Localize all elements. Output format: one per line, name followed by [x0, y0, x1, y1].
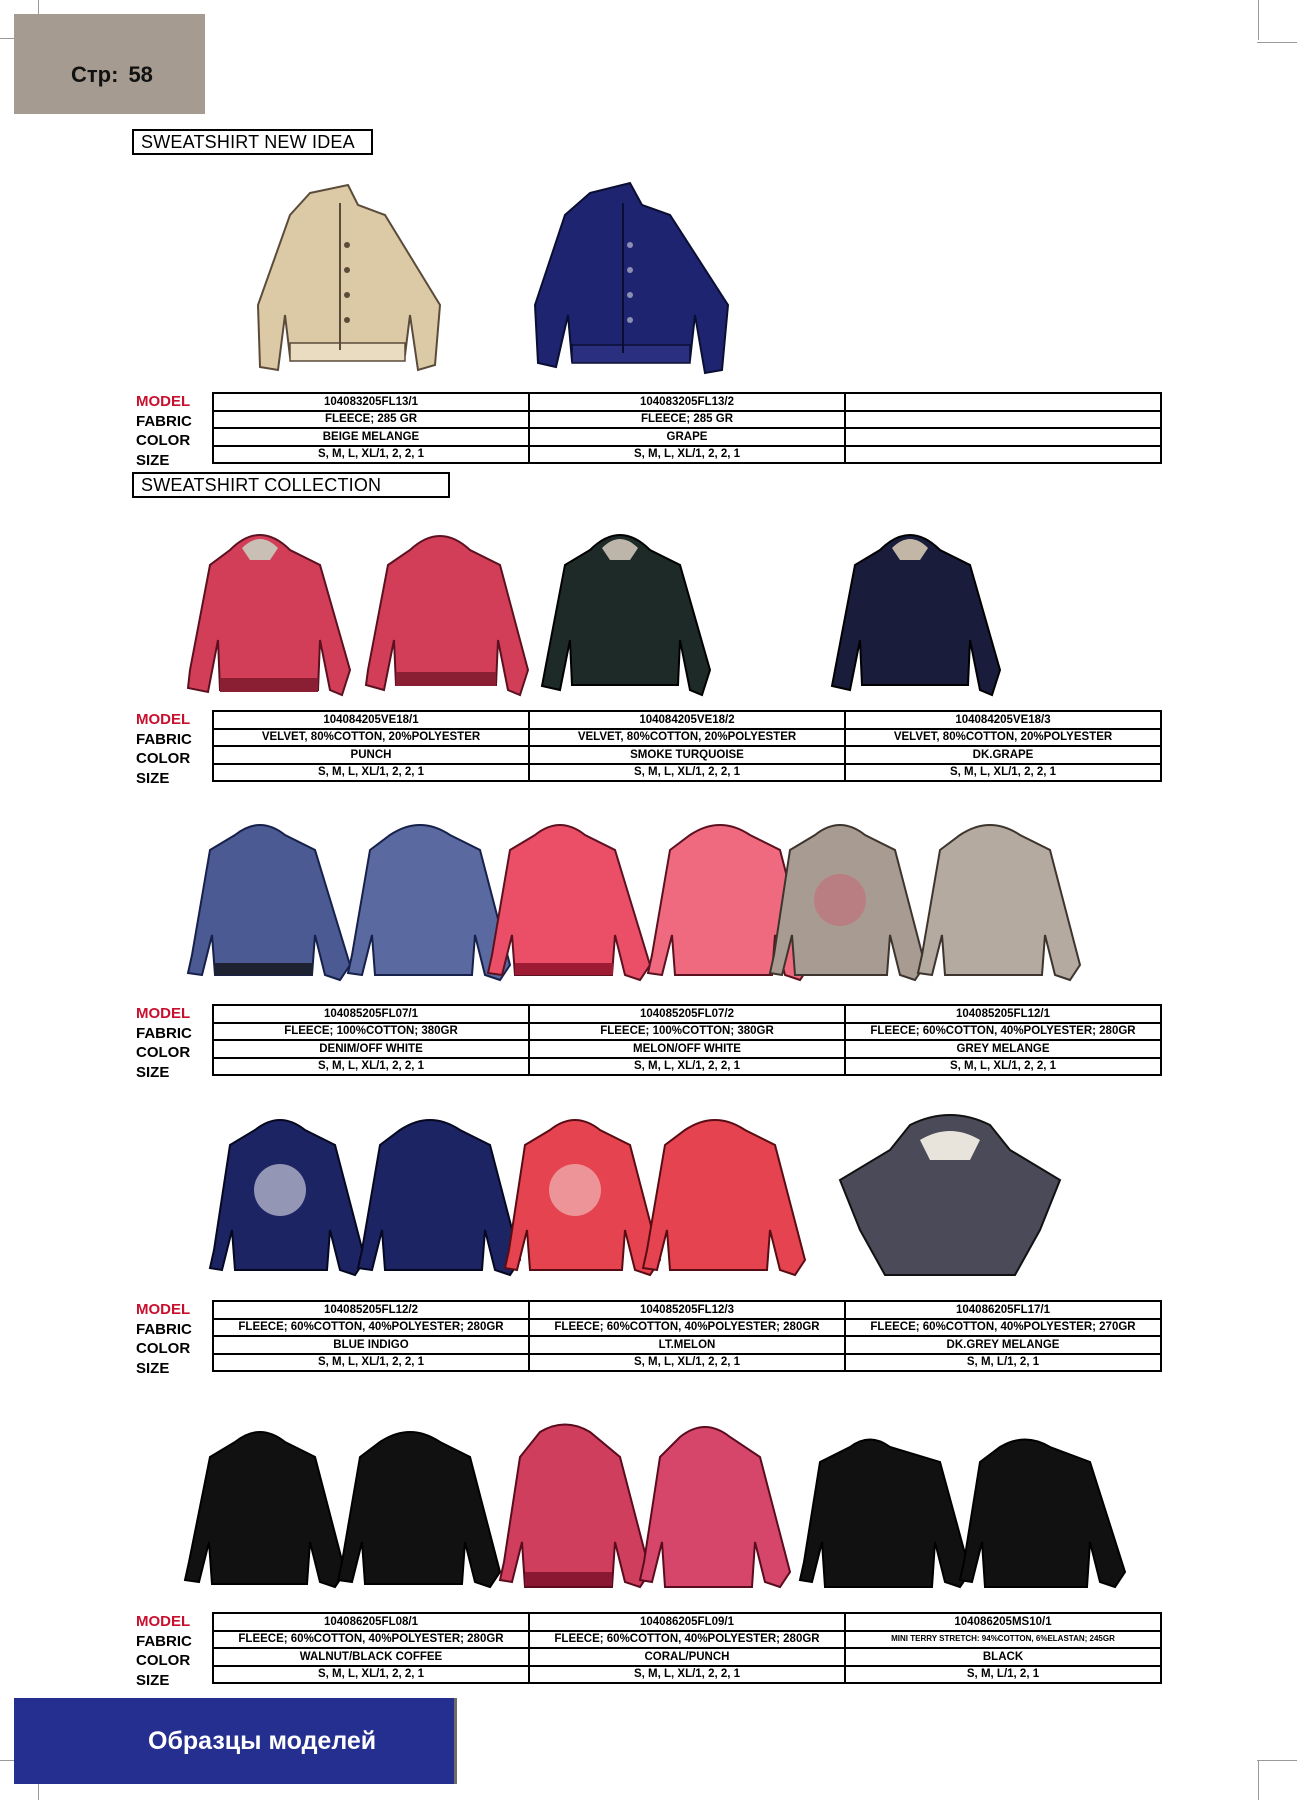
cell-fabric: FLEECE; 285 GR: [213, 411, 529, 429]
cell-model: [845, 393, 1161, 411]
top-black-back: [960, 1440, 1125, 1588]
spec-table: [212, 392, 1162, 464]
hoodie-blue-indigo-back: [358, 1120, 520, 1275]
spec-labels: [136, 392, 214, 470]
row-model: [213, 1613, 1161, 1631]
row-model: [213, 711, 1161, 729]
cell-color: PUNCH: [213, 746, 529, 764]
zip-hoodie-denim-back: [348, 825, 510, 980]
jacket-walnut-front: [185, 1432, 345, 1587]
zip-hoodie-denim-front: [188, 825, 350, 980]
hoodie-punch-back: [366, 536, 528, 695]
row-color: [213, 1648, 1161, 1666]
cell-color: DENIM/OFF WHITE: [213, 1040, 529, 1058]
garment-images-row: [180, 1422, 1170, 1602]
hoodie-dk-grape-front: [832, 535, 1000, 695]
hoodie-punch-back: [640, 1427, 790, 1587]
crop-mark: [1257, 1760, 1297, 1761]
label-size: SIZE: [136, 1063, 170, 1081]
cell-fabric: VELVET, 80%COTTON, 20%POLYESTER: [213, 729, 529, 747]
row-color: [213, 1336, 1161, 1354]
hoodie-dk-grey-melange-front: [840, 1115, 1060, 1275]
jacket-black-coffee-back: [338, 1432, 500, 1587]
cell-size: S, M, L, XL/1, 2, 2, 1: [529, 1058, 845, 1076]
crop-mark: [1258, 0, 1259, 40]
cell-model: 104084205VE18/3: [845, 711, 1161, 729]
spec-labels: [136, 710, 214, 788]
spec-table: [212, 1612, 1162, 1684]
cell-size: S, M, L, XL/1, 2, 2, 1: [213, 446, 529, 464]
row-model: [213, 1005, 1161, 1023]
cell-fabric: FLEECE; 60%COTTON, 40%POLYESTER; 280GR: [529, 1631, 845, 1649]
row-size: [213, 446, 1161, 464]
cell-model: 104085205FL12/1: [845, 1005, 1161, 1023]
cell-fabric: MINI TERRY STRETCH: 94%COTTON, 6%ELASTAN; 245GR: [845, 1631, 1161, 1649]
footer-section-bar: [14, 1698, 456, 1784]
label-model: MODEL: [136, 1005, 191, 1022]
cell-size: S, M, L/1, 2, 1: [845, 1666, 1161, 1684]
row-fabric: [213, 1319, 1161, 1337]
cell-size: S, M, L, XL/1, 2, 2, 1: [845, 1058, 1161, 1076]
cell-fabric: FLEECE; 60%COTTON, 40%POLYESTER; 280GR: [529, 1319, 845, 1337]
cell-fabric: [845, 411, 1161, 429]
cell-model: 104085205FL07/2: [529, 1005, 845, 1023]
cell-fabric: VELVET, 80%COTTON, 20%POLYESTER: [845, 729, 1161, 747]
cell-model: 104086205FL17/1: [845, 1301, 1161, 1319]
cell-color: BLACK: [845, 1648, 1161, 1666]
cell-size: [845, 446, 1161, 464]
zip-hoodie-melon-front: [488, 825, 650, 980]
cell-color: BLUE INDIGO: [213, 1336, 529, 1354]
cell-color: DK.GREY MELANGE: [845, 1336, 1161, 1354]
label-color: COLOR: [136, 432, 191, 449]
spec-table: [212, 1300, 1162, 1372]
cell-fabric: FLEECE; 285 GR: [529, 411, 845, 429]
cell-size: S, M, L, XL/1, 2, 2, 1: [529, 764, 845, 782]
label-color: COLOR: [136, 1652, 191, 1669]
garment-images-row: [180, 1110, 1170, 1290]
hoodie-grey-melange-back: [918, 825, 1080, 980]
hoodie-blue-indigo-front: [210, 1120, 365, 1275]
row-model: [213, 1301, 1161, 1319]
label-model: MODEL: [136, 1301, 191, 1318]
label-size: SIZE: [136, 1359, 170, 1377]
cell-color: MELON/OFF WHITE: [529, 1040, 845, 1058]
cell-size: S, M, L, XL/1, 2, 2, 1: [213, 1058, 529, 1076]
cell-size: S, M, L, XL/1, 2, 2, 1: [213, 1354, 529, 1372]
cell-size: S, M, L, XL/1, 2, 2, 1: [529, 446, 845, 464]
spec-labels: [136, 1300, 214, 1378]
footer-label: Образцы моделей: [148, 1726, 377, 1755]
row-color: [213, 746, 1161, 764]
cell-color: WALNUT/BLACK COFFEE: [213, 1648, 529, 1666]
cell-color: DK.GRAPE: [845, 746, 1161, 764]
cell-size: S, M, L, XL/1, 2, 2, 1: [213, 764, 529, 782]
cell-color: LT.MELON: [529, 1336, 845, 1354]
cell-fabric: FLEECE; 60%COTTON, 40%POLYESTER; 280GR: [845, 1023, 1161, 1041]
cell-fabric: FLEECE; 100%COTTON; 380GR: [213, 1023, 529, 1041]
cell-model: 104086205FL09/1: [529, 1613, 845, 1631]
cell-fabric: FLEECE; 100%COTTON; 380GR: [529, 1023, 845, 1041]
label-model: MODEL: [136, 1613, 191, 1630]
label-fabric: FABRIC: [136, 730, 192, 748]
row-size: [213, 1058, 1161, 1076]
label-model: MODEL: [136, 711, 191, 728]
page-number-tab: [14, 14, 205, 114]
hoodie-coral-front: [500, 1425, 650, 1588]
page-label: Стр:: [71, 62, 119, 87]
label-color: COLOR: [136, 1340, 191, 1357]
cell-fabric: FLEECE; 60%COTTON, 40%POLYESTER; 280GR: [213, 1631, 529, 1649]
hoodie-grey-melange-front: [770, 825, 925, 980]
label-fabric: FABRIC: [136, 1320, 192, 1338]
garment-images-row: [180, 175, 1170, 385]
cell-model: 104086205MS10/1: [845, 1613, 1161, 1631]
cell-model: 104086205FL08/1: [213, 1613, 529, 1631]
cell-model: 104085205FL07/1: [213, 1005, 529, 1023]
cell-size: S, M, L, XL/1, 2, 2, 1: [845, 764, 1161, 782]
cell-color: CORAL/PUNCH: [529, 1648, 845, 1666]
label-fabric: FABRIC: [136, 1632, 192, 1650]
label-size: SIZE: [136, 769, 170, 787]
hoodie-lt-melon-front: [505, 1120, 660, 1275]
cell-fabric: FLEECE; 60%COTTON, 40%POLYESTER; 270GR: [845, 1319, 1161, 1337]
row-fabric: [213, 411, 1161, 429]
label-color: COLOR: [136, 750, 191, 767]
cell-model: 104084205VE18/2: [529, 711, 845, 729]
cell-model: 104084205VE18/1: [213, 711, 529, 729]
cell-size: S, M, L/1, 2, 1: [845, 1354, 1161, 1372]
row-model: [213, 393, 1161, 411]
spec-labels: [136, 1004, 214, 1082]
garment-images-row: [180, 815, 1170, 995]
crop-mark: [1257, 42, 1297, 43]
row-fabric: [213, 1631, 1161, 1649]
label-fabric: FABRIC: [136, 1024, 192, 1042]
garment-images-row: [180, 520, 1170, 700]
cell-color: [845, 428, 1161, 446]
hoodie-punch-front: [188, 535, 350, 695]
cell-model: 104083205FL13/2: [529, 393, 845, 411]
hoodie-lt-melon-back: [643, 1120, 805, 1275]
section-title-collection: SWEATSHIRT COLLECTION: [132, 472, 450, 498]
section-title-new-idea: SWEATSHIRT NEW IDEA: [132, 129, 373, 155]
cell-color: BEIGE MELANGE: [213, 428, 529, 446]
label-color: COLOR: [136, 1044, 191, 1061]
spec-labels: [136, 1612, 214, 1690]
top-black-front: [800, 1440, 970, 1588]
cell-color: GRAPE: [529, 428, 845, 446]
row-fabric: [213, 729, 1161, 747]
sweatshirt-grape-front: [535, 183, 728, 373]
cell-model: 104085205FL12/3: [529, 1301, 845, 1319]
label-fabric: FABRIC: [136, 412, 192, 430]
cell-color: GREY MELANGE: [845, 1040, 1161, 1058]
cell-fabric: VELVET, 80%COTTON, 20%POLYESTER: [529, 729, 845, 747]
cell-size: S, M, L, XL/1, 2, 2, 1: [529, 1354, 845, 1372]
hoodie-smoke-turquoise-front: [542, 535, 710, 695]
row-size: [213, 1354, 1161, 1372]
spec-table: [212, 1004, 1162, 1076]
sweatshirt-beige-front: [258, 185, 440, 370]
cell-fabric: FLEECE; 60%COTTON, 40%POLYESTER; 280GR: [213, 1319, 529, 1337]
label-size: SIZE: [136, 451, 170, 469]
crop-mark: [1258, 1760, 1259, 1800]
row-size: [213, 764, 1161, 782]
row-color: [213, 428, 1161, 446]
cell-color: SMOKE TURQUOISE: [529, 746, 845, 764]
row-color: [213, 1040, 1161, 1058]
cell-size: S, M, L, XL/1, 2, 2, 1: [213, 1666, 529, 1684]
spec-table: [212, 710, 1162, 782]
cell-size: S, M, L, XL/1, 2, 2, 1: [529, 1666, 845, 1684]
footer-bar-edge: [454, 1698, 457, 1784]
row-fabric: [213, 1023, 1161, 1041]
row-size: [213, 1666, 1161, 1684]
cell-model: 104083205FL13/1: [213, 393, 529, 411]
label-model: MODEL: [136, 393, 191, 410]
cell-model: 104085205FL12/2: [213, 1301, 529, 1319]
label-size: SIZE: [136, 1671, 170, 1689]
page-number: 58: [128, 62, 153, 87]
